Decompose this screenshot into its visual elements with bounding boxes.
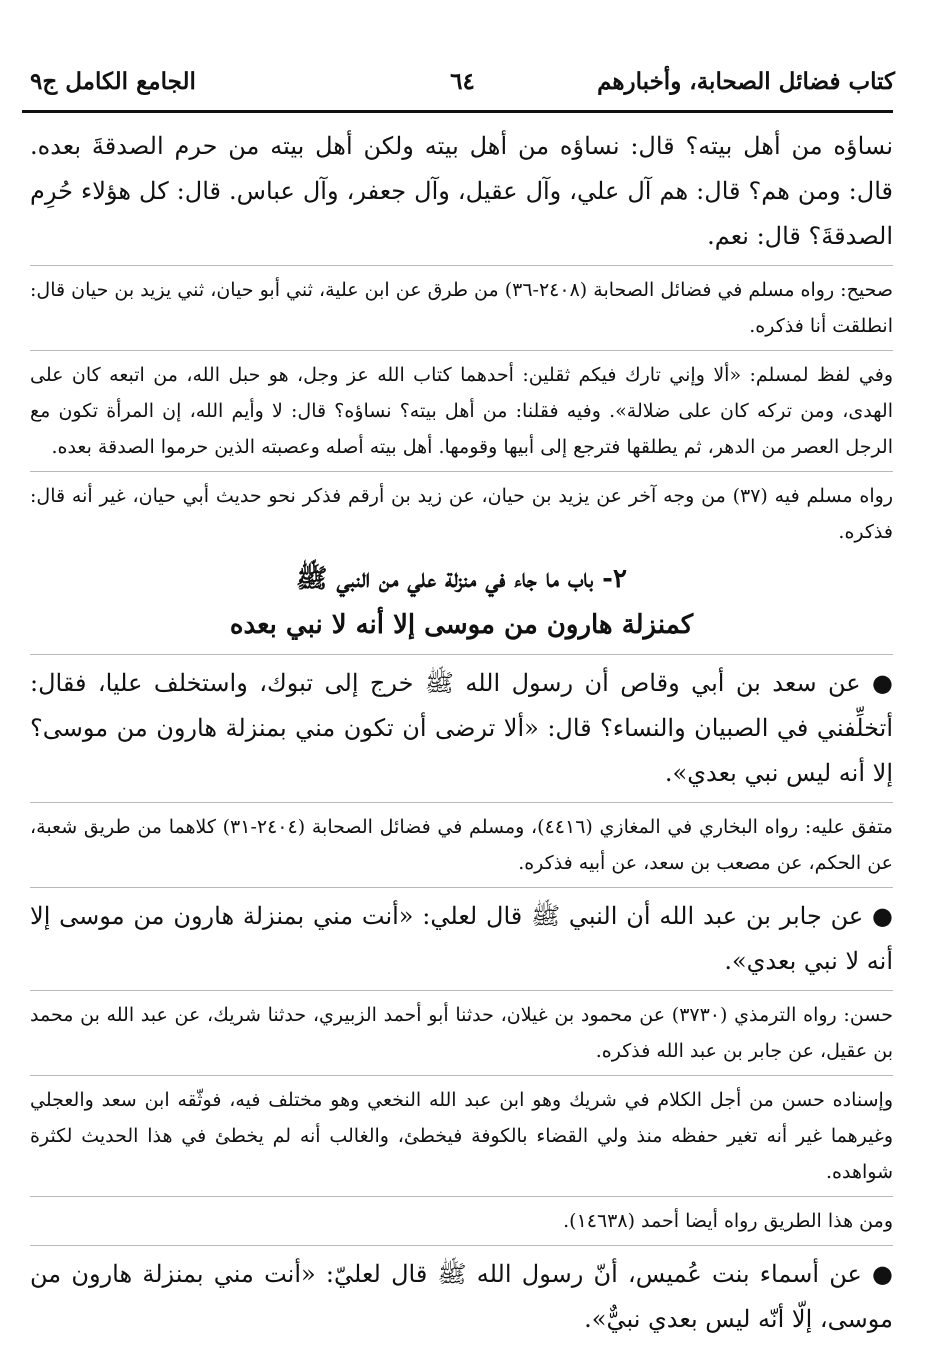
divider — [30, 1196, 893, 1197]
bullet-icon: ● — [872, 902, 893, 930]
takhrij-note: رواه مسلم فيه (٣٧) من وجه آخر عن يزيد بن حيان، عن زيد بن أرقم فذكر نحو حديث أبي حيان، غير أنه قال: فذكره. — [30, 485, 893, 543]
header-rule — [22, 110, 893, 113]
takhrij-note: وإسناده حسن من أجل الكلام في شريك وهو ابن عبد الله النخعي وهو مختلف فيه، فوثّقه ابن سعد والعجلي وغيرهما غير أنه تغير حفظه منذ ولي القضاء بالكوفة فيخطئ، والغالب أنه لم يخطئ في هذا الحديث لكثرة شواهده. — [30, 1089, 893, 1183]
takhrij-note: وفي لفظ لمسلم: «ألا وإني تارك فيكم ثقلين: أحدهما كتاب الله عز وجل، هو حبل الله، من اتبعه كان على الهدى، ومن تركه كان على ضلالة». وفيه فقلنا: من أهل بيته؟ نساؤه؟ قال: لا وأيم الله، إن المرأة تكون مع الرجل العصر من الدهر، ثم يطلقها فترجع إلى أبيها وقومها. أهل بيته أصله وعصبته الذين حرموا الصدقة بعده. — [30, 364, 893, 458]
hadith-body: عن جابر بن عبد الله أن النبي ﷺ قال لعلي: «أنت مني بمنزلة هارون من موسى إلا أنه لا نبي بعدي». — [30, 902, 893, 975]
header-page-number: ٦٤ — [450, 68, 475, 95]
divider — [30, 1075, 893, 1076]
divider — [30, 887, 893, 888]
hadith-text — [30, 1252, 893, 1342]
divider — [30, 990, 893, 991]
takhrij-note: متفق عليه: رواه البخاري في المغازي (٤٤١٦)، ومسلم في فضائل الصحابة (٢٤٠٤-٣١) كلاهما من طريق شعبة، عن الحكم، عن مصعب بن سعد، عن أبيه فذكره. — [30, 816, 893, 874]
hadith-text — [30, 894, 893, 984]
divider — [30, 654, 893, 655]
bullet-icon: ● — [872, 669, 893, 697]
hadith-body: عن سعد بن أبي وقاص أن رسول الله ﷺ خرج إلى تبوك، واستخلف عليا، فقال: أتخلِّفني في الصبيان والنساء؟ قال: «ألا ترضى أن تكون مني بمنزلة هارون من موسى؟ إلا أنه ليس نبي بعدي». — [30, 669, 893, 787]
chapter-heading: ٢- باب ما جاء في منزلة علي من النبي ﷺ — [296, 564, 627, 594]
divider — [30, 802, 893, 803]
hadith-body: عن أسماء بنت عُميس، أنّ رسول الله ﷺ قال لعليّ: «أنت مني بمنزلة هارون من موسى، إلّا أنّه ليس بعدي نبيٌّ». — [30, 1260, 893, 1333]
hadith-continuation: نساؤه من أهل بيته؟ قال: نساؤه من أهل بيته ولكن أهل بيته من حرم الصدقةَ بعده. قال: ومن هم؟ قال: هم آل علي، وآل عقيل، وآل جعفر، وآل عباس. قال: كل هؤلاء حُرِم الصدقةَ؟ قال: نعم. — [30, 132, 894, 250]
header-book-section: كتاب فضائل الصحابة، وأخبارهم — [597, 68, 895, 95]
hadith-text — [30, 661, 893, 796]
takhrij-note: حسن: رواه الترمذي (٣٧٣٠) عن محمود بن غيلان، حدثنا أبو أحمد الزبيري، حدثنا شريك، عن عبد الله بن محمد بن عقيل، عن جابر بن عبد الله فذكره. — [30, 1004, 893, 1062]
takhrij-note: صحيح: رواه مسلم في فضائل الصحابة (٢٤٠٨-٣٦) من طرق عن ابن علية، ثني أبو حيان، ثني يزيد بن حيان قال: انطلقت أنا فذكره. — [30, 279, 893, 337]
divider — [30, 350, 893, 351]
header-volume-title: الجامع الكامل ج٩ — [30, 68, 196, 95]
bullet-icon: ● — [872, 1260, 893, 1288]
divider — [30, 1245, 893, 1246]
page-header — [30, 62, 895, 102]
chapter-heading-subtitle: كمنزلة هارون من موسى إلا أنه لا نبي بعده — [229, 610, 694, 640]
divider — [30, 471, 893, 472]
page-body — [30, 124, 893, 1342]
takhrij-note: ومن هذا الطريق رواه أيضا أحمد (١٤٦٣٨). — [563, 1210, 893, 1232]
divider — [30, 265, 893, 266]
